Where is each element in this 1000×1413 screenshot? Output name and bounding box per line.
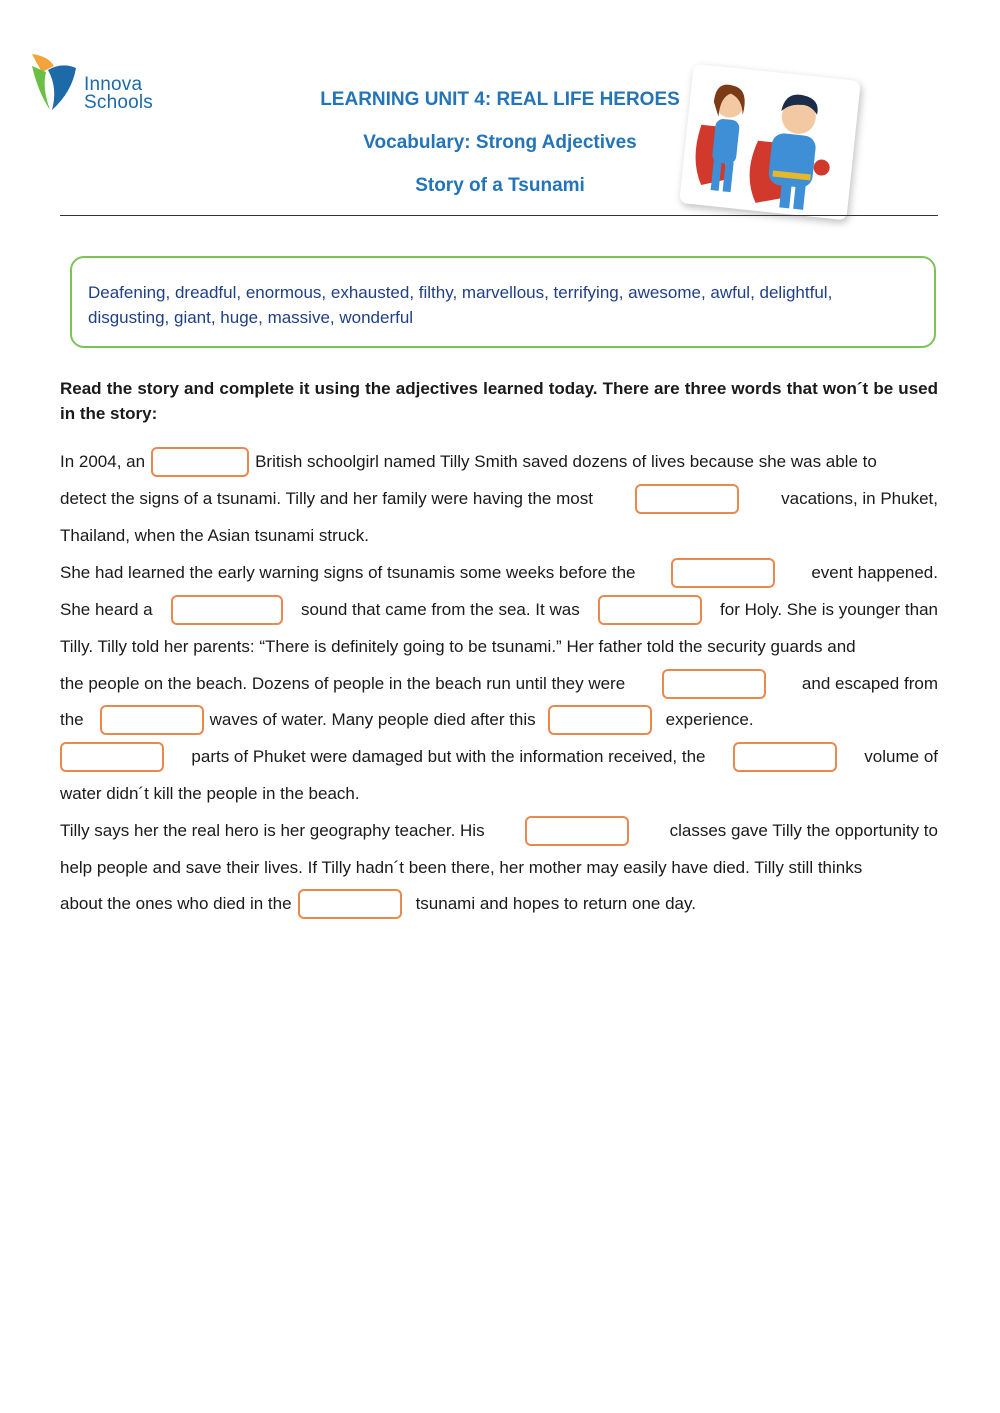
superheroes-illustration [679, 64, 861, 221]
story-line: detect the signs of a tsunami. Tilly and her family were having the most vacations, in Phuket, [60, 484, 938, 514]
story-line: the waves of water. Many people died after this experience. [60, 705, 938, 735]
blank-input-9[interactable] [60, 742, 164, 772]
story-title: Story of a Tsunami [415, 175, 585, 196]
story-line: help people and save their lives. If Tilly hadn´t been there, her mother may easily have died. Tilly still thinks [60, 858, 863, 877]
header-divider [60, 215, 938, 216]
unit-title: LEARNING UNIT 4: REAL LIFE HEROES [320, 89, 680, 110]
blank-input-5[interactable] [598, 595, 702, 625]
header-titles [250, 86, 750, 215]
story-line: Tilly. Tilly told her parents: “There is definitely going to be tsunami.” Her father told the security guards and [60, 637, 856, 656]
story-line: She had learned the early warning signs of tsunamis some weeks before the event happened. [60, 558, 938, 588]
blank-input-8[interactable] [548, 705, 652, 735]
word-bank-line: disgusting, giant, huge, massive, wonderful [88, 308, 414, 327]
blank-input-6[interactable] [662, 669, 766, 699]
innova-schools-logo [28, 52, 158, 114]
word-bank-line: Deafening, dreadful, enormous, exhausted, filthy, marvellous, terrifying, awesome, awful, delightful, [88, 283, 833, 302]
subtitle: Vocabulary: Strong Adjectives [363, 132, 637, 153]
logo-text: Innova Schools [84, 74, 153, 113]
story-line: She heard a sound that came from the sea. It was for Holy. She is younger than [60, 595, 938, 625]
blank-input-2[interactable] [635, 484, 739, 514]
story-line: the people on the beach. Dozens of people in the beach run until they were and escaped from [60, 669, 938, 699]
blank-input-1[interactable] [151, 447, 249, 477]
story-line: water didn´t kill the people in the beach. [60, 784, 360, 803]
story-line: about the ones who died in the tsunami and hopes to return one day. [60, 889, 938, 919]
story-line: In 2004, an British schoolgirl named Tilly Smith saved dozens of lives because she was able to [60, 447, 938, 477]
instructions: Read the story and complete it using the adjectives learned today. There are three words that won´t be used in the story: [60, 379, 938, 423]
blank-input-11[interactable] [525, 816, 629, 846]
story-line: Tilly says her the real hero is her geography teacher. His classes gave Tilly the opportunity to [60, 816, 938, 846]
blank-input-4[interactable] [171, 595, 283, 625]
blank-input-3[interactable] [671, 558, 775, 588]
blank-input-7[interactable] [100, 705, 204, 735]
blank-input-10[interactable] [733, 742, 837, 772]
word-bank [70, 256, 936, 348]
story-line: parts of Phuket were damaged but with the information received, the volume of [60, 742, 938, 772]
story-line: Thailand, when the Asian tsunami struck. [60, 526, 369, 545]
logo-leaf-icon [28, 52, 84, 114]
blank-input-12[interactable] [298, 889, 402, 919]
